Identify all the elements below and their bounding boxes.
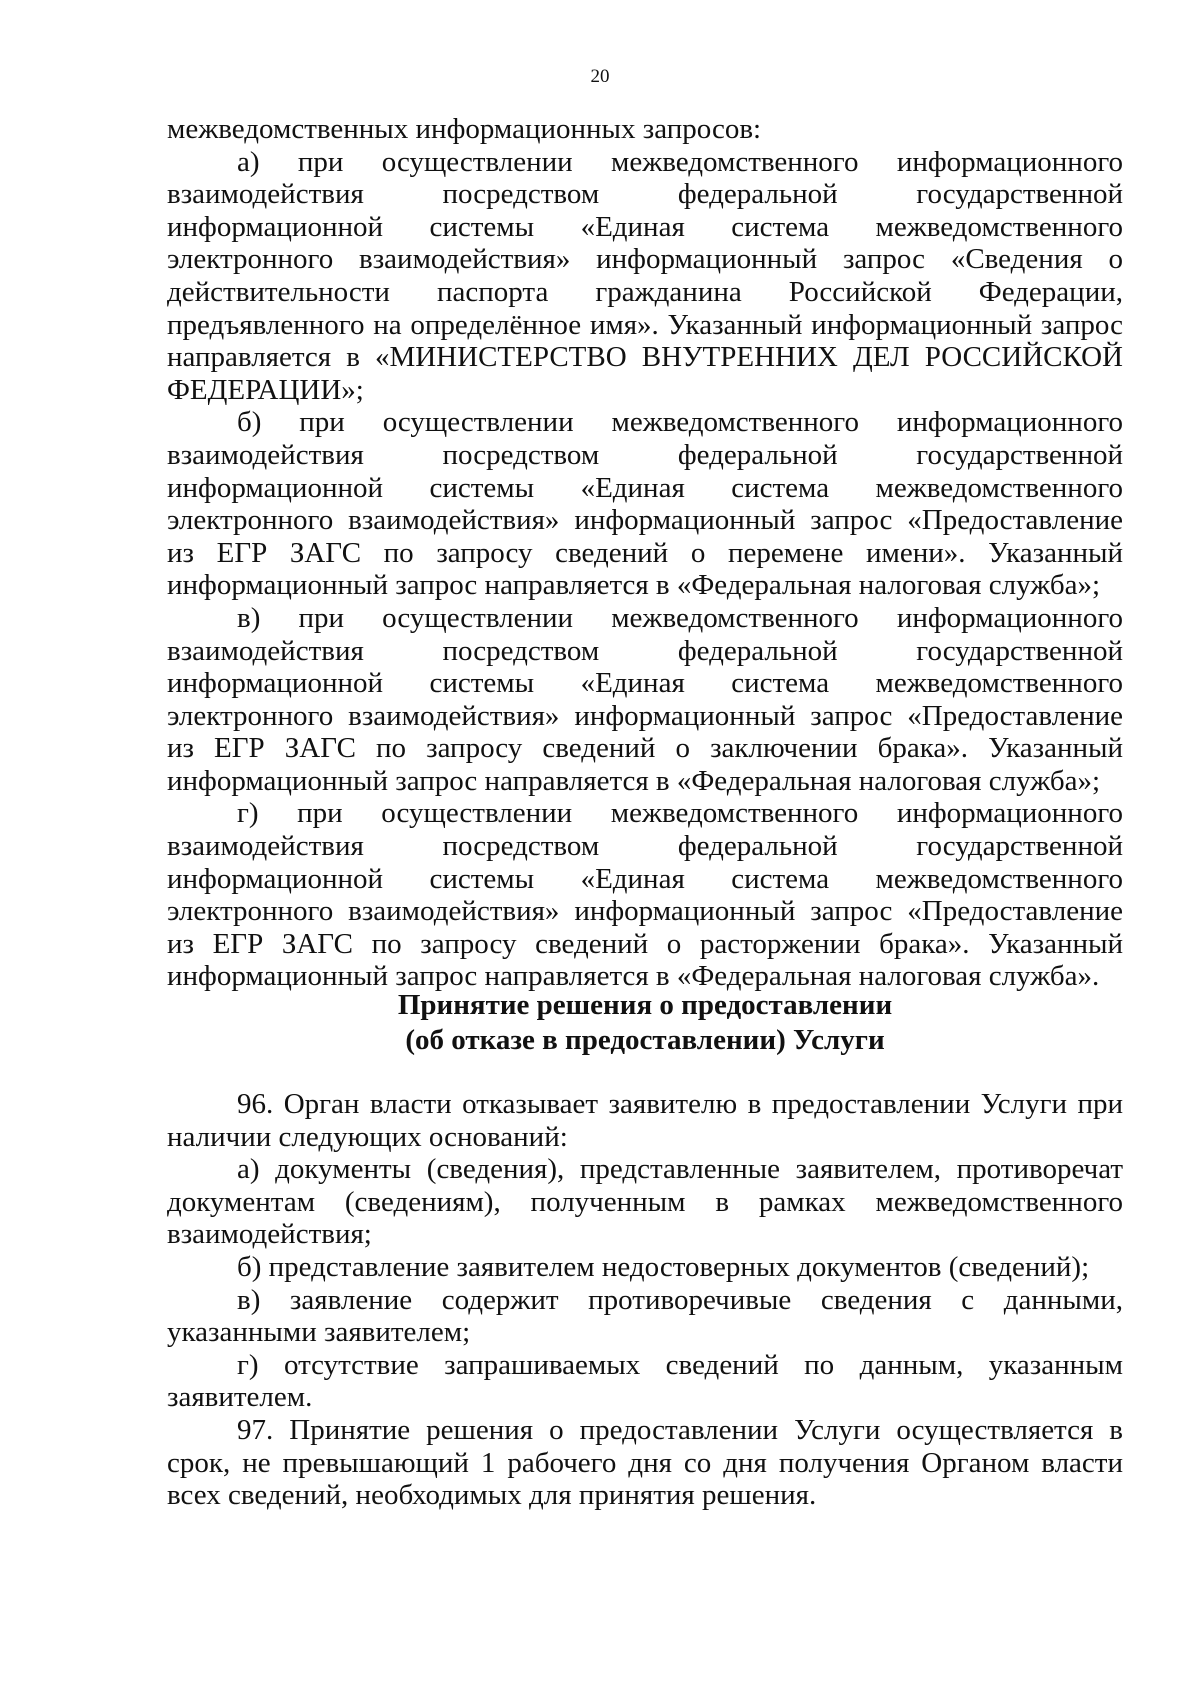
- paragraph-97: 97. Принятие решения о предоставлении Услуги осуществляется в срок, не превышающий 1 рабочего дня со дня получения Органом власти всех сведений, необходимых для принятия решения.: [167, 1413, 1123, 1512]
- paragraph-96-item-g: г) отсутствие запрашиваемых сведений по данным, указанным заявителем.: [167, 1348, 1123, 1414]
- decision-section: [167, 1088, 1123, 1512]
- paragraph-96-item-v: в) заявление содержит противоречивые сведения с данными, указанными заявителем;: [167, 1283, 1123, 1349]
- paragraph-item-a-passport-request: а) при осуществлении межведомственного информационного взаимодействия посредством федеральной государственной информационной системы «Единая система межведомственного электронного взаимодействия» информационный запрос «Сведения о действительности паспорта гражданина Российской Федерации, предъявленного на определённое имя». Указанный информационный запрос направляется в «МИНИСТЕРСТВО ВНУТРЕННИХ ДЕЛ РОССИЙСКОЙ ФЕДЕРАЦИИ»;: [167, 145, 1123, 406]
- paragraph-item-g-divorce-request: г) при осуществлении межведомственного информационного взаимодействия посредством федеральной государственной информационной системы «Единая система межведомственного электронного взаимодействия» информационный запрос «Предоставление из ЕГР ЗАГС по запросу сведений о расторжении брака». Указанный информационный запрос направляется в «Федеральная налоговая служба».: [167, 797, 1123, 993]
- section-heading-line-2: (об отказе в предоставлении) Услуги: [405, 1024, 885, 1056]
- section-heading: [167, 988, 1123, 1058]
- paragraph-item-v-marriage-request: в) при осуществлении межведомственного информационного взаимодействия посредством федеральной государственной информационной системы «Единая система межведомственного электронного взаимодействия» информационный запрос «Предоставление из ЕГР ЗАГС по запросу сведений о заключении брака». Указанный информационный запрос направляется в «Федеральная налоговая служба»;: [167, 601, 1123, 797]
- paragraph-item-b-name-change-request: б) при осуществлении межведомственного информационного взаимодействия посредством федеральной государственной информационной системы «Единая система межведомственного электронного взаимодействия» информационный запрос «Предоставление из ЕГР ЗАГС по запросу сведений о перемене имени». Указанный информационный запрос направляется в «Федеральная налоговая служба»;: [167, 406, 1123, 602]
- paragraph-96: 96. Орган власти отказывает заявителю в предоставлении Услуги при наличии следующих оснований:: [167, 1088, 1123, 1153]
- paragraph-intro: межведомственных информационных запросов:: [167, 113, 762, 145]
- section-heading-line-1: Принятие решения о предоставлении: [397, 989, 893, 1021]
- paragraph-96-item-b: б) представление заявителем недостоверных документов (сведений);: [237, 1250, 1090, 1283]
- page-number: 20: [590, 66, 610, 87]
- request-list-section: [167, 113, 1123, 993]
- paragraph-96-item-a: а) документы (сведения), представленные заявителем, противоречат документам (сведениям), полученным в рамках межведомственного взаимодействия;: [167, 1153, 1123, 1251]
